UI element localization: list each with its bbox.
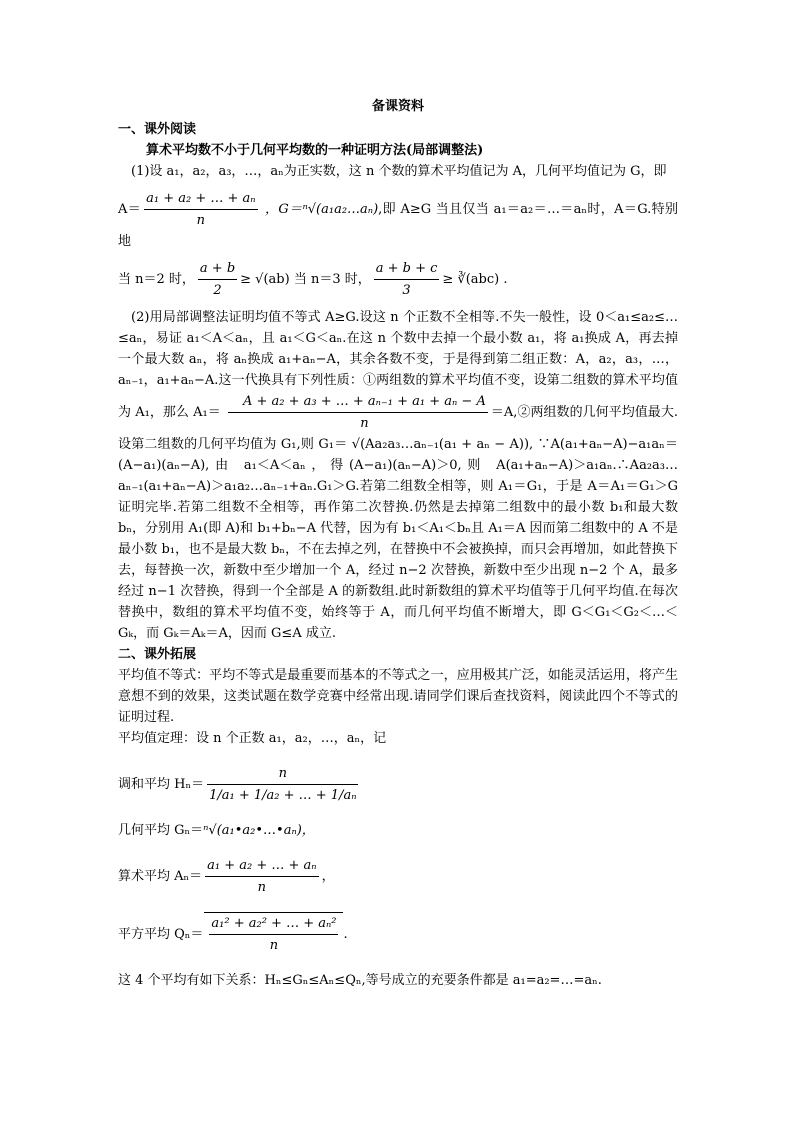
paragraph-2	[118, 307, 678, 644]
fraction-a1	[228, 391, 488, 434]
fraction-numerator: a₁² + a₂² + … + aₙ²	[209, 913, 338, 935]
arithmetic-mean	[118, 855, 678, 898]
text-cuberoot: ≥ ∛(abc) .	[442, 272, 508, 287]
doc-title: 备课资料	[371, 99, 424, 114]
geometric-label: 几何平均 Gₙ＝	[118, 823, 204, 838]
paragraph-5: 这 4 个平均有如下关系：Hₙ≤Gₙ≤Aₙ≤Qₙ,等号成立的充要条件都是 a₁=a₂=…=aₙ.	[118, 973, 602, 988]
paragraph-1b: ,即 A≥G 当且仅当 a₁＝a₂＝…＝aₙ时，A＝G.特别地	[118, 202, 678, 249]
geometric-expr: ⁿ√(a₁•a₂•…•aₙ)，	[203, 823, 315, 838]
fraction-quadratic	[209, 913, 338, 956]
fraction-denominator: n	[257, 880, 267, 895]
geometric-mean	[118, 820, 678, 841]
paragraph-4: 平均值定理：设 n 个正数 a₁，a₂，…，aₙ，记	[118, 731, 387, 746]
fraction-denominator: 2	[213, 283, 222, 298]
subsection-heading: 算术平均数不小于几何平均数的一种证明方法(局部调整法)	[146, 143, 484, 158]
fraction-n2	[198, 258, 237, 301]
fraction-denominator: 3	[402, 283, 411, 298]
formula-g: ，G＝ⁿ√(a₁a₂…aₙ)	[265, 202, 379, 217]
quadratic-label: 平方平均 Qₙ＝	[118, 927, 204, 942]
fraction-numerator: n	[207, 763, 358, 785]
fraction-denominator: n	[360, 416, 369, 431]
paragraph-2-text: (2)用局部调整法证明均值不等式 A≥G.设这 n 个正数不全相等.不失一般性，设 0＜a₁≤a₂≤…≤aₙ，易证 a₁＜A＜aₙ，且 a₁＜G＜aₙ.在这 n 个数中去掉一个最小数 a₁，将 a₁换成 A，再去掉一个最大数 aₙ，将 aₙ换成 a₁+aₙ−A，其余各数不变，于是得到第二组正数：A，a₂，a₃，…，aₙ₋₁，a₁+aₙ−A.这一代换具有下列性质：①两组数的算术平均值不变，设第二组数的算术平均值为 A₁，那么 A₁＝	[118, 310, 678, 420]
fraction-denominator: n	[196, 213, 205, 228]
paragraph-1c	[118, 258, 678, 301]
document-page	[118, 96, 678, 991]
fraction-numerator: A + a₂ + a₃ + … + aₙ₋₁ + a₁ + aₙ − A	[228, 391, 488, 413]
harmonic-mean	[118, 763, 678, 806]
arithmetic-tail: ，	[321, 869, 335, 884]
fraction-denominator: 1/a₁ + 1/a₂ + … + 1/aₙ	[209, 788, 357, 803]
sqrt-quadratic	[204, 912, 343, 956]
paragraph-3: 平均值不等式：平均不等式是最重要而基本的不等式之一，应用极其广泛，如能灵活运用，将产生意想不到的效果，这类试题在数学竞赛中经常出现.请同学们课后查找资料，阅读此四个不等式的证明过程.	[118, 668, 678, 725]
paragraph-1a: (1)设 a₁，a₂，a₃，…，aₙ为正实数，这 n 个数的算术平均值记为 A，几何平均值记为 G，即	[131, 164, 667, 179]
fraction-a	[144, 188, 257, 231]
formula-a-g	[118, 188, 678, 252]
harmonic-label: 调和平均 Hₙ＝	[118, 777, 205, 792]
fraction-numerator: a + b	[198, 258, 237, 280]
fraction-harmonic	[207, 763, 358, 806]
text-case-n2: 当 n＝2 时，	[118, 272, 195, 287]
section-heading-1: 一、课外阅读	[118, 122, 197, 137]
formula-a-lhs: A＝	[118, 202, 142, 217]
quadratic-tail: .	[343, 927, 348, 942]
fraction-numerator: a₁ + a₂ + … + aₙ	[205, 855, 318, 877]
fraction-denominator: n	[269, 938, 279, 953]
fraction-numerator: a + b + c	[374, 258, 440, 280]
fraction-numerator: a₁ + a₂ + … + aₙ	[144, 188, 257, 210]
quadratic-mean	[118, 912, 678, 956]
arithmetic-label: 算术平均 Aₙ＝	[118, 869, 203, 884]
fraction-n3	[374, 258, 440, 301]
fraction-arithmetic	[205, 855, 318, 898]
text-case-n3: ≥ √(ab) 当 n＝3 时，	[240, 272, 371, 287]
section-heading-2: 二、课外拓展	[118, 647, 197, 662]
paragraph-2b-text: ＝A,②两组数的几何平均值最大.设第二组数的几何平均值为 G₁,则 G₁＝ √(Aa₂a₃…aₙ₋₁(a₁ + aₙ − A)), ∵A(a₁+aₙ−A)−a₁aₙ＝(A−a₁)(aₙ−A),由 a₁＜A＜aₙ，得(A−a₁)(aₙ−A)＞0,则 A(a₁+aₙ−A)＞a₁aₙ.∴Aa₂a₃…aₙ₋₁(a₁+aₙ−A)＞a₁a₂…aₙ₋₁+aₙ.G₁＞G.若第二组数全相等，则 A₁＝G₁，于是 A＝A₁＝G₁＞G 证明完毕.若第二组数不全相等，再作第二次替换.仍然是去掉第二组数中的最小数 b₁和最大数 bₙ，分别用 A₁(即 A)和 b₁+bₙ−A 代替，因为有 b₁＜A₁＜bₙ且 A₁＝A 因而第二组数中的 A 不是最小数 b₁，也不是最大数 bₙ，不在去掉之列，在替换中不会被换掉，而只会再增加，如此替换下去，每替换一次，新数中至少增加一个 A，经过 n−2 次替换，新数中至少出现 n−2 个 A，最多经过 n−1 次替换，得到一个全部是 A 的新数组.此时新数组的算术平均值等于几何平均值.在每次替换中，数组的算术平均值不变，始终等于 A，而几何平均值不断增大，即 G＜G₁＜G₂＜…＜Gₖ，而 Gₖ＝Aₖ＝A，因而 G≤A 成立.	[118, 405, 678, 641]
